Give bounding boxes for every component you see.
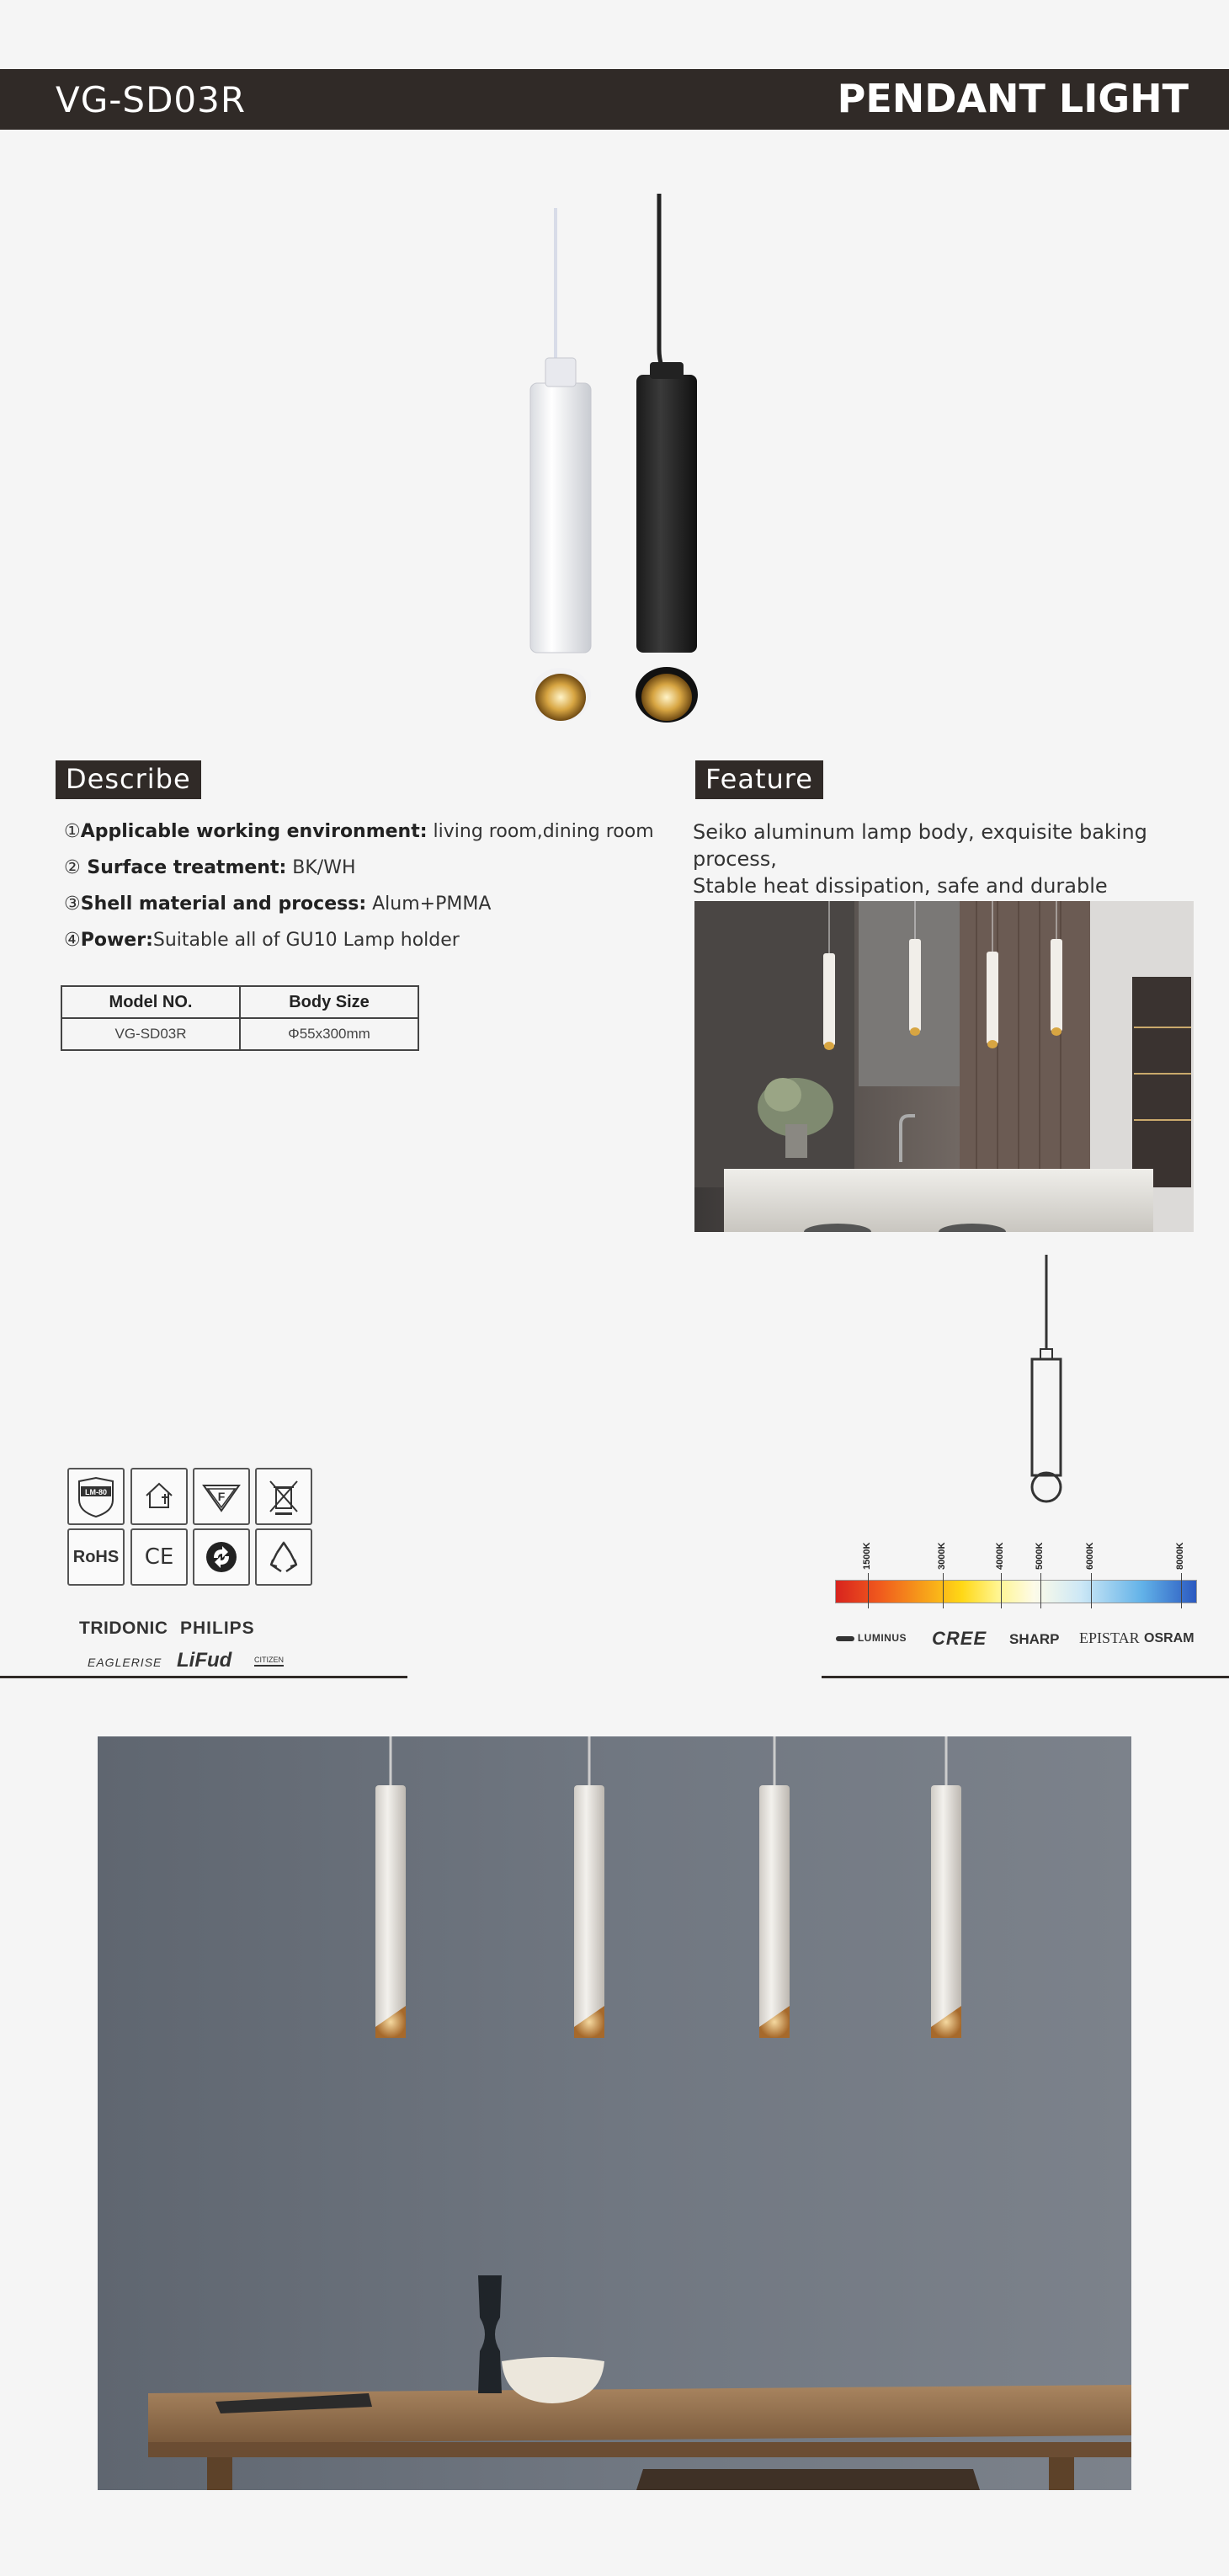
- model-no-header: Model NO.: [61, 986, 240, 1018]
- recycle-cert: [255, 1528, 312, 1586]
- philips-logo: PHILIPS: [180, 1619, 255, 1638]
- eaglerise-logo: EAGLERISE: [88, 1656, 162, 1669]
- cct-tick-4000: [1001, 1573, 1002, 1608]
- lifud-logo: LiFud: [177, 1649, 232, 1672]
- feature-line-1: Seiko aluminum lamp body, exquisite baking process,: [693, 820, 1147, 871]
- lm80-cert: [67, 1468, 125, 1525]
- cct-tick-6000: [1091, 1573, 1092, 1608]
- luminus-logo: LUMINUS: [836, 1632, 907, 1644]
- model-no-cell: VG-SD03R: [61, 1018, 240, 1050]
- spec-table: [61, 985, 419, 1051]
- color-temperature-ticks: [835, 1542, 1195, 1602]
- table-row: [61, 1018, 418, 1050]
- tridonic-logo: TRIDONIC: [79, 1619, 168, 1638]
- black-lamp-body: [636, 375, 697, 653]
- citizen-logo: CITIZEN: [254, 1656, 284, 1667]
- cct-label-5000: 5000K: [1035, 1542, 1045, 1570]
- product-image: [505, 189, 724, 728]
- describe-item-surface: ② Surface treatment: BK/WH: [64, 857, 356, 878]
- weee-bin-icon: [265, 1476, 302, 1517]
- ce-cert: CE: [130, 1528, 188, 1586]
- cct-label-8000: 8000K: [1175, 1542, 1185, 1570]
- body-size-header: Body Size: [240, 986, 418, 1018]
- right-divider: [822, 1676, 1229, 1678]
- cct-label-1500: 1500K: [862, 1542, 872, 1570]
- spec-table-header: [61, 986, 418, 1018]
- recycle-triangle-icon: [264, 1538, 303, 1576]
- dining-scene-photo: [98, 1736, 1131, 2490]
- describe-item-power: ④Power:Suitable all of GU10 Lamp holder: [64, 930, 460, 951]
- cct-tick-3000: [943, 1573, 944, 1608]
- osram-logo: OSRAM: [1144, 1631, 1194, 1645]
- feature-line-2: Stable heat dissipation, safe and durable: [693, 874, 1108, 898]
- indoor-use-cert: [130, 1468, 188, 1525]
- cct-label-3000: 3000K: [937, 1542, 947, 1570]
- body-size-cell: Φ55x300mm: [240, 1018, 418, 1050]
- black-lamp-cord: [659, 194, 662, 366]
- feature-description: [693, 819, 1198, 899]
- describe-item-material: ③Shell material and process: Alum+PMMA: [64, 893, 492, 915]
- recycle-arrows-icon: [202, 1538, 241, 1576]
- white-lamp-body: [530, 383, 591, 653]
- pendant-line-drawing: [1023, 1255, 1073, 1507]
- kitchen-scene-photo: [694, 901, 1194, 1232]
- sharp-logo: SHARP: [1009, 1631, 1060, 1647]
- cct-tick-5000: [1040, 1573, 1041, 1608]
- lm80-shield-icon: [74, 1475, 118, 1518]
- model-title: VG-SD03R: [56, 79, 247, 120]
- describe-item-environment: ①Applicable working environment: living room,dining room: [64, 821, 654, 842]
- dining-table: [148, 2385, 1131, 2444]
- indoor-use-icon: [140, 1477, 178, 1516]
- luminus-mark-icon: [836, 1636, 854, 1641]
- describe-heading: Describe: [56, 760, 201, 799]
- svg-text:F: F: [217, 1490, 226, 1503]
- f-mark-cert: [193, 1468, 250, 1525]
- epistar-logo: EPISTAR: [1079, 1629, 1140, 1646]
- f-mark-icon: [200, 1477, 242, 1516]
- cct-label-4000: 4000K: [995, 1542, 1005, 1570]
- cree-logo: CREE: [932, 1628, 987, 1649]
- weee-cert: [255, 1468, 312, 1525]
- cct-label-6000: 6000K: [1085, 1542, 1095, 1570]
- cct-tick-1500: [868, 1573, 869, 1608]
- left-divider: [0, 1676, 407, 1678]
- cct-tick-8000: [1181, 1573, 1182, 1608]
- feature-heading: Feature: [695, 760, 823, 799]
- svg-text:LM-80: LM-80: [84, 1488, 108, 1496]
- category-title: PENDANT LIGHT: [837, 76, 1189, 121]
- rohs-cert: RoHS: [67, 1528, 125, 1586]
- recycle-arrow-cert: [193, 1528, 250, 1586]
